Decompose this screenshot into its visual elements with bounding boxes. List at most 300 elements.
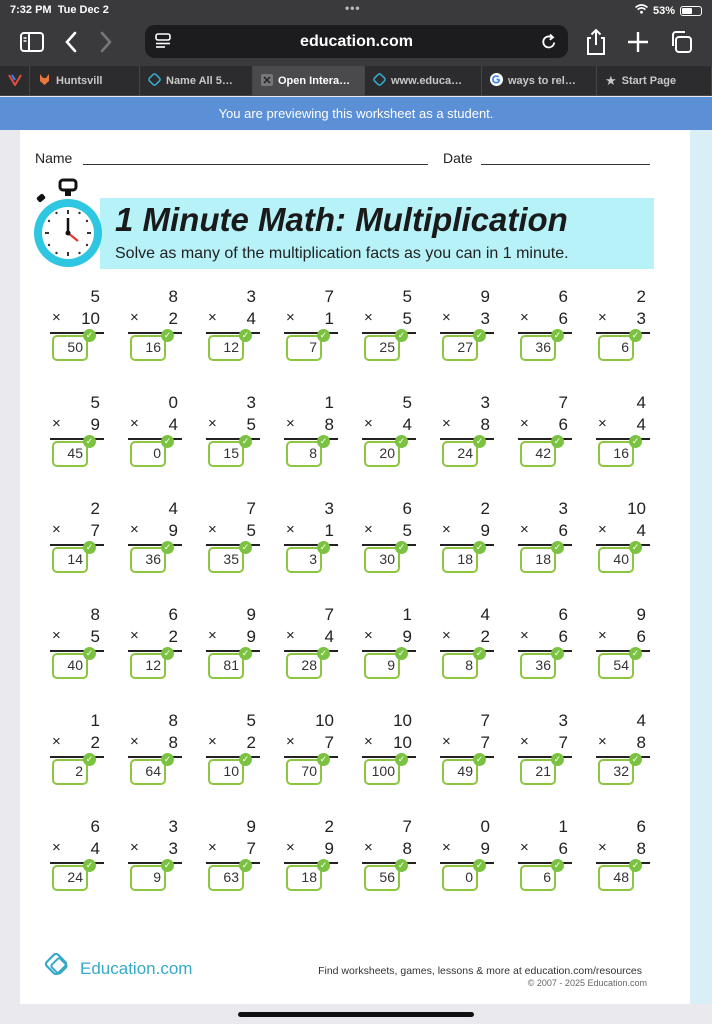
multiplicand: 0 <box>480 817 490 836</box>
multiplicand: 2 <box>324 817 334 836</box>
multiplicand: 10 <box>627 499 646 518</box>
times-sign: × <box>130 733 139 750</box>
edu-icon <box>373 73 386 89</box>
correct-check-icon: ✓ <box>395 753 408 766</box>
answer-input[interactable]: 27 <box>442 335 478 361</box>
multiplier: 6 <box>558 309 568 328</box>
multiplier: 6 <box>558 839 568 858</box>
problem-item <box>118 605 196 700</box>
problem-item <box>352 711 430 806</box>
fox-icon <box>38 73 51 89</box>
problem-item <box>118 287 196 382</box>
times-sign: × <box>442 309 451 326</box>
multiplier: 4 <box>636 415 646 434</box>
answer-input[interactable]: 35 <box>208 547 244 573</box>
answer-input[interactable]: 20 <box>364 441 400 467</box>
date-field[interactable] <box>481 164 650 165</box>
problem-item <box>274 817 352 912</box>
problem-item <box>118 711 196 806</box>
problem-item <box>430 499 508 594</box>
correct-check-icon: ✓ <box>83 647 96 660</box>
problem-item <box>508 393 586 488</box>
problem-item <box>40 393 118 488</box>
correct-check-icon: ✓ <box>395 329 408 342</box>
tab-0[interactable] <box>0 66 30 96</box>
reload-icon[interactable] <box>541 33 557 55</box>
multiplier: 2 <box>90 733 100 752</box>
times-sign: × <box>130 839 139 856</box>
times-sign: × <box>598 627 607 644</box>
page-edge <box>690 130 712 1004</box>
multiplicand: 9 <box>636 605 646 624</box>
google-icon <box>490 73 503 89</box>
times-sign: × <box>520 627 529 644</box>
times-sign: × <box>286 309 295 326</box>
problem-item <box>274 393 352 488</box>
sidebar-icon[interactable] <box>20 32 44 57</box>
problem-item <box>508 817 586 912</box>
problem-item <box>274 711 352 806</box>
multiplicand: 6 <box>402 499 412 518</box>
answer-input[interactable]: 12 <box>130 653 166 679</box>
battery-fill <box>682 8 692 14</box>
multiplicand: 2 <box>636 287 646 306</box>
tab-6[interactable] <box>597 66 712 96</box>
multiplicand: 7 <box>324 287 334 306</box>
answer-input[interactable]: 40 <box>52 653 88 679</box>
problem-item <box>40 605 118 700</box>
times-sign: × <box>208 309 217 326</box>
multiplier: 8 <box>324 415 334 434</box>
answer-input[interactable]: 81 <box>208 653 244 679</box>
answer-input[interactable]: 10 <box>208 759 244 785</box>
multiplier: 8 <box>636 839 646 858</box>
battery-percent: 53% <box>652 4 675 17</box>
multiplicand: 3 <box>246 393 256 412</box>
multiplicand: 7 <box>558 393 568 412</box>
status-right <box>635 4 702 17</box>
multiplier: 8 <box>402 839 412 858</box>
times-sign: × <box>130 415 139 432</box>
correct-check-icon: ✓ <box>317 435 330 448</box>
answer-input[interactable]: 8 <box>442 653 478 679</box>
problem-item <box>508 711 586 806</box>
times-sign: × <box>364 415 373 432</box>
correct-check-icon: ✓ <box>161 753 174 766</box>
problem-item <box>508 499 586 594</box>
multiplicand: 6 <box>558 287 568 306</box>
multiplicand: 4 <box>480 605 490 624</box>
answer-input[interactable]: 3 <box>286 547 322 573</box>
answer-input[interactable]: 24 <box>442 441 478 467</box>
answer-input[interactable]: 28 <box>286 653 322 679</box>
problem-item <box>274 287 352 382</box>
multiplicand: 6 <box>90 817 100 836</box>
multiplicand: 4 <box>168 499 178 518</box>
correct-check-icon: ✓ <box>161 329 174 342</box>
correct-check-icon: ✓ <box>83 541 96 554</box>
problem-item <box>274 605 352 700</box>
problem-item <box>40 499 118 594</box>
problem-item <box>430 393 508 488</box>
tab-label: Name All 5… <box>166 75 233 87</box>
times-sign: × <box>520 309 529 326</box>
tab-4[interactable] <box>365 66 482 96</box>
multiplier: 5 <box>246 415 256 434</box>
correct-check-icon: ✓ <box>83 435 96 448</box>
answer-input[interactable]: 40 <box>598 547 634 573</box>
problem-item <box>118 817 196 912</box>
problem-item <box>196 287 274 382</box>
times-sign: × <box>52 415 61 432</box>
correct-check-icon: ✓ <box>83 859 96 872</box>
answer-input[interactable]: 100 <box>364 759 400 785</box>
answer-input[interactable]: 50 <box>52 335 88 361</box>
problem-item <box>196 817 274 912</box>
answer-input[interactable]: 18 <box>520 547 556 573</box>
times-sign: × <box>208 627 217 644</box>
share-icon[interactable] <box>585 28 607 61</box>
education-logo-text: Education.com <box>80 958 193 978</box>
multiplier: 2 <box>246 733 256 752</box>
multiplier: 7 <box>480 733 490 752</box>
multiplicand: 7 <box>402 817 412 836</box>
multiplicand: 4 <box>636 711 646 730</box>
multiplicand: 5 <box>402 287 412 306</box>
new-tab-icon[interactable] <box>627 31 649 58</box>
problem-item <box>352 817 430 912</box>
problem-item <box>40 287 118 382</box>
correct-check-icon: ✓ <box>83 329 96 342</box>
multiplier: 2 <box>168 627 178 646</box>
multiplier: 9 <box>168 521 178 540</box>
problem-item <box>352 287 430 382</box>
multiplier: 7 <box>246 839 256 858</box>
multiplier: 4 <box>402 415 412 434</box>
correct-check-icon: ✓ <box>395 647 408 660</box>
correct-check-icon: ✓ <box>239 647 252 660</box>
correct-check-icon: ✓ <box>551 329 564 342</box>
problem-item <box>352 499 430 594</box>
times-sign: × <box>520 839 529 856</box>
multiplier: 6 <box>558 627 568 646</box>
times-sign: × <box>598 839 607 856</box>
tab-5[interactable] <box>482 66 597 96</box>
correct-check-icon: ✓ <box>83 753 96 766</box>
multiplier: 9 <box>480 839 490 858</box>
worksheet <box>20 130 690 1004</box>
wifi-icon <box>635 4 648 17</box>
times-sign: × <box>364 733 373 750</box>
multiplier: 4 <box>90 839 100 858</box>
worksheet-subtitle: Solve as many of the multiplication facts as you can in 1 minute. <box>115 245 569 262</box>
answer-input[interactable]: 6 <box>598 335 634 361</box>
times-sign: × <box>208 415 217 432</box>
date-label: Date <box>443 150 473 166</box>
multiplicand: 3 <box>324 499 334 518</box>
multiplier: 8 <box>168 733 178 752</box>
answer-input[interactable]: 36 <box>520 653 556 679</box>
correct-check-icon: ✓ <box>473 753 486 766</box>
answer-input[interactable]: 45 <box>52 441 88 467</box>
multiplicand: 6 <box>636 817 646 836</box>
correct-check-icon: ✓ <box>629 647 642 660</box>
correct-check-icon: ✓ <box>161 541 174 554</box>
problem-item <box>508 605 586 700</box>
correct-check-icon: ✓ <box>317 753 330 766</box>
correct-check-icon: ✓ <box>239 859 252 872</box>
times-sign: × <box>442 627 451 644</box>
answer-input[interactable]: 16 <box>130 335 166 361</box>
multiplier: 10 <box>81 309 100 328</box>
star-icon: ★ <box>605 73 617 88</box>
times-sign: × <box>286 627 295 644</box>
multiplier: 2 <box>168 309 178 328</box>
times-sign: × <box>130 521 139 538</box>
multiplicand: 5 <box>90 287 100 306</box>
multiplier: 6 <box>558 415 568 434</box>
correct-check-icon: ✓ <box>551 647 564 660</box>
correct-check-icon: ✓ <box>161 859 174 872</box>
answer-input[interactable]: 36 <box>130 547 166 573</box>
problem-item <box>586 605 664 700</box>
correct-check-icon: ✓ <box>317 541 330 554</box>
answer-input[interactable]: 6 <box>520 865 556 891</box>
problem-item <box>586 711 664 806</box>
name-field[interactable] <box>83 164 428 165</box>
edu-icon <box>148 73 161 89</box>
times-sign: × <box>286 415 295 432</box>
stopwatch-icon <box>32 178 108 274</box>
multiplicand: 3 <box>558 499 568 518</box>
times-sign: × <box>598 521 607 538</box>
multiplicand: 6 <box>558 605 568 624</box>
multiplier: 9 <box>402 627 412 646</box>
correct-check-icon: ✓ <box>473 647 486 660</box>
multiplier: 7 <box>90 521 100 540</box>
home-indicator[interactable] <box>238 1012 474 1017</box>
answer-input[interactable]: 42 <box>520 441 556 467</box>
answer-input[interactable]: 18 <box>286 865 322 891</box>
education-logo-icon <box>42 952 76 985</box>
multiplier: 4 <box>168 415 178 434</box>
problem-item <box>118 393 196 488</box>
multiplier: 4 <box>324 627 334 646</box>
correct-check-icon: ✓ <box>239 435 252 448</box>
times-sign: × <box>286 839 295 856</box>
address-bar[interactable] <box>145 25 568 58</box>
tab-bar <box>0 66 712 96</box>
problem-item <box>430 817 508 912</box>
back-icon[interactable] <box>64 31 78 58</box>
multiplicand: 1 <box>558 817 568 836</box>
answer-input[interactable]: 30 <box>364 547 400 573</box>
problem-item <box>352 605 430 700</box>
answer-input[interactable]: 7 <box>286 335 322 361</box>
answer-input[interactable]: 24 <box>52 865 88 891</box>
times-sign: × <box>286 521 295 538</box>
multiplicand: 5 <box>246 711 256 730</box>
problem-item <box>586 817 664 912</box>
multiplicand: 10 <box>393 711 412 730</box>
multiplier: 5 <box>246 521 256 540</box>
times-sign: × <box>598 415 607 432</box>
times-sign: × <box>364 309 373 326</box>
answer-input[interactable]: 56 <box>364 865 400 891</box>
times-sign: × <box>286 733 295 750</box>
multiplicand: 1 <box>90 711 100 730</box>
correct-check-icon: ✓ <box>395 541 408 554</box>
times-sign: × <box>52 733 61 750</box>
times-sign: × <box>52 521 61 538</box>
answer-input[interactable]: 25 <box>364 335 400 361</box>
multiplier: 3 <box>168 839 178 858</box>
multitask-dots[interactable]: ••• <box>345 1 361 15</box>
tab-3-active[interactable] <box>253 66 365 96</box>
preview-banner: You are previewing this worksheet as a student. <box>0 97 712 130</box>
multiplicand: 9 <box>480 287 490 306</box>
correct-check-icon: ✓ <box>395 435 408 448</box>
answer-input[interactable]: 64 <box>130 759 166 785</box>
times-sign: × <box>364 627 373 644</box>
answer-input[interactable]: 2 <box>52 759 88 785</box>
answer-input[interactable]: 12 <box>208 335 244 361</box>
tab-1[interactable] <box>30 66 140 96</box>
multiplier: 6 <box>636 627 646 646</box>
times-sign: × <box>442 733 451 750</box>
answer-input[interactable]: 70 <box>286 759 322 785</box>
answer-input[interactable]: 9 <box>364 653 400 679</box>
multiplier: 4 <box>246 309 256 328</box>
answer-input[interactable]: 54 <box>598 653 634 679</box>
times-sign: × <box>208 733 217 750</box>
multiplier: 8 <box>480 415 490 434</box>
multiplier: 1 <box>324 521 334 540</box>
answer-input[interactable]: 0 <box>130 441 166 467</box>
multiplicand: 2 <box>480 499 490 518</box>
name-label: Name <box>35 150 73 166</box>
multiplier: 9 <box>90 415 100 434</box>
answer-input[interactable]: 15 <box>208 441 244 467</box>
answer-input[interactable]: 16 <box>598 441 634 467</box>
multiplier: 7 <box>558 733 568 752</box>
times-sign: × <box>52 309 61 326</box>
multiplier: 6 <box>558 521 568 540</box>
status-time: 7:32 PM Tue Dec 2 <box>10 4 109 16</box>
status-bar <box>0 0 712 20</box>
multiplicand: 2 <box>90 499 100 518</box>
answer-input[interactable]: 18 <box>442 547 478 573</box>
times-sign: × <box>520 415 529 432</box>
problem-item <box>430 287 508 382</box>
problem-item <box>196 605 274 700</box>
multiplicand: 3 <box>246 287 256 306</box>
problem-item <box>40 817 118 912</box>
correct-check-icon: ✓ <box>629 435 642 448</box>
multiplier: 9 <box>246 627 256 646</box>
multiplicand: 1 <box>324 393 334 412</box>
problem-item <box>508 287 586 382</box>
problem-item <box>586 287 664 382</box>
answer-input[interactable]: 14 <box>52 547 88 573</box>
multiplicand: 4 <box>636 393 646 412</box>
answer-input[interactable]: 9 <box>130 865 166 891</box>
correct-check-icon: ✓ <box>551 859 564 872</box>
times-sign: × <box>52 627 61 644</box>
answer-input[interactable]: 32 <box>598 759 634 785</box>
education-logo[interactable] <box>42 952 192 985</box>
times-sign: × <box>364 521 373 538</box>
multiplicand: 6 <box>168 605 178 624</box>
multiplier: 2 <box>480 627 490 646</box>
multiplier: 8 <box>636 733 646 752</box>
answer-input[interactable]: 49 <box>442 759 478 785</box>
footer-text: Find worksheets, games, lessons & more at education.com/resources <box>318 965 642 977</box>
problem-item <box>196 711 274 806</box>
answer-input[interactable]: 36 <box>520 335 556 361</box>
multiplicand: 0 <box>168 393 178 412</box>
correct-check-icon: ✓ <box>317 859 330 872</box>
multiplier: 5 <box>402 309 412 328</box>
multiplicand: 3 <box>558 711 568 730</box>
answer-input[interactable]: 0 <box>442 865 478 891</box>
multiplicand: 7 <box>246 499 256 518</box>
multiplier: 10 <box>393 733 412 752</box>
multiplicand: 3 <box>480 393 490 412</box>
multiplier: 9 <box>324 839 334 858</box>
answer-input[interactable]: 63 <box>208 865 244 891</box>
multiplicand: 9 <box>246 817 256 836</box>
correct-check-icon: ✓ <box>473 859 486 872</box>
app-icon <box>8 74 22 89</box>
multiplier: 3 <box>636 309 646 328</box>
multiplier: 1 <box>324 309 334 328</box>
times-sign: × <box>598 309 607 326</box>
correct-check-icon: ✓ <box>161 435 174 448</box>
tab-label: Open Intera… <box>278 75 351 87</box>
battery-icon <box>680 6 702 16</box>
times-sign: × <box>442 839 451 856</box>
worksheet-title: 1 Minute Math: Multiplication <box>115 201 568 238</box>
correct-check-icon: ✓ <box>551 753 564 766</box>
correct-check-icon: ✓ <box>473 541 486 554</box>
tab-label: Huntsvill <box>56 75 103 87</box>
times-sign: × <box>208 839 217 856</box>
answer-input[interactable]: 8 <box>286 441 322 467</box>
problem-item <box>118 499 196 594</box>
tabs-overview-icon[interactable] <box>669 30 693 59</box>
correct-check-icon: ✓ <box>629 541 642 554</box>
problem-item <box>430 711 508 806</box>
multiplicand: 8 <box>168 287 178 306</box>
tab-2[interactable] <box>140 66 253 96</box>
multiplicand: 5 <box>402 393 412 412</box>
correct-check-icon: ✓ <box>551 435 564 448</box>
answer-input[interactable]: 21 <box>520 759 556 785</box>
correct-check-icon: ✓ <box>629 753 642 766</box>
multiplier: 4 <box>636 521 646 540</box>
url-text: education.com <box>300 33 413 50</box>
times-sign: × <box>520 521 529 538</box>
answer-input[interactable]: 48 <box>598 865 634 891</box>
problem-item <box>274 499 352 594</box>
problem-item <box>196 499 274 594</box>
close-icon[interactable] <box>261 74 273 89</box>
forward-icon[interactable] <box>99 31 113 58</box>
correct-check-icon: ✓ <box>239 329 252 342</box>
times-sign: × <box>442 415 451 432</box>
correct-check-icon: ✓ <box>551 541 564 554</box>
